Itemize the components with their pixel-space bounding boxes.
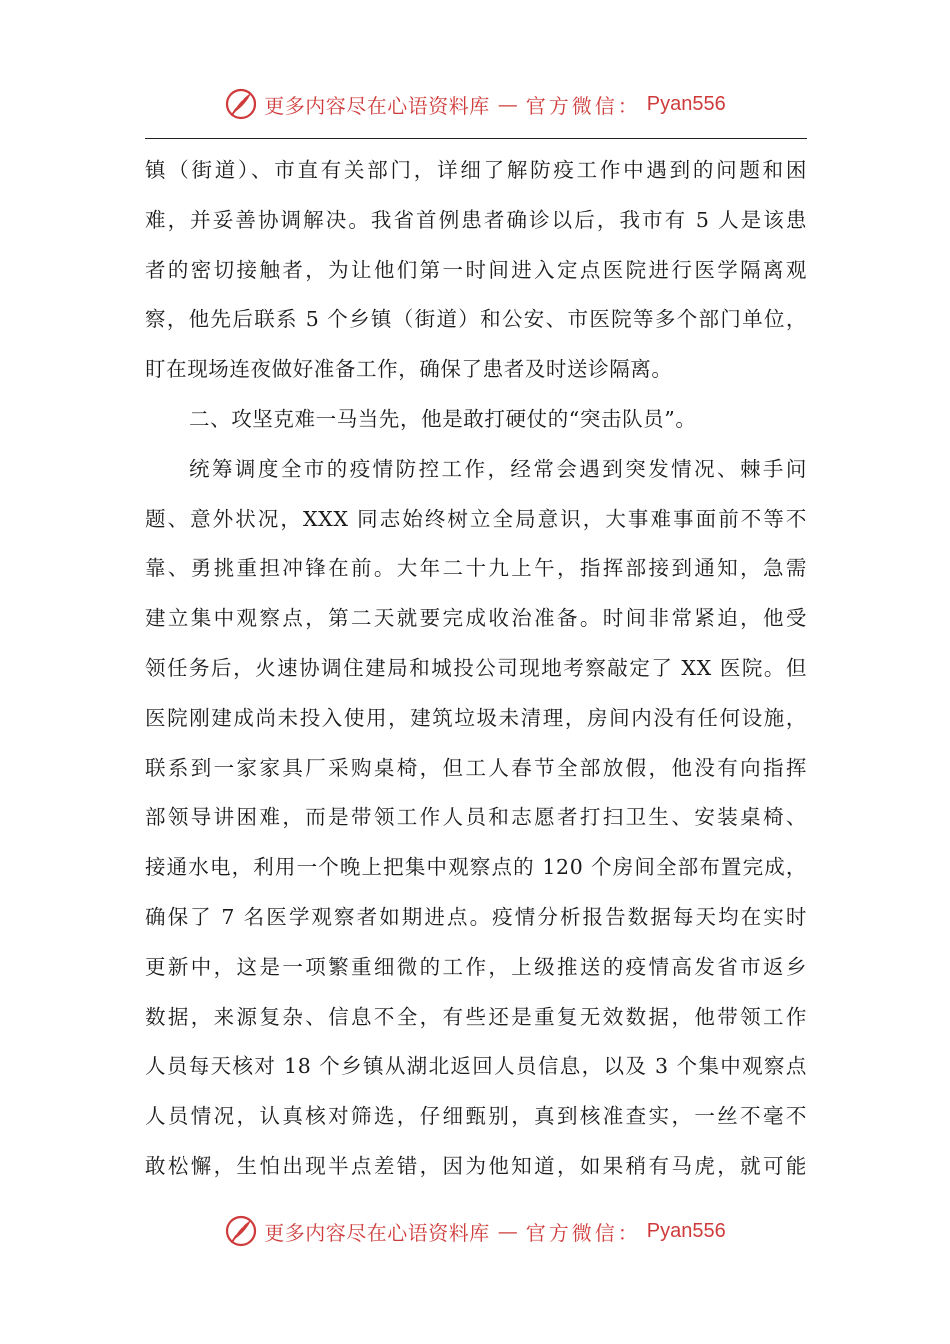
body-line: 敢松懈，生怕出现半点差错，因为他知道，如果稍有马虎，就可能 [145,1153,807,1178]
document-body [145,146,807,1192]
section-heading: 二、攻坚克难一马当先，他是敢打硬仗的“突击队员”。 [189,406,697,431]
body-line: 靠、勇挑重担冲锋在前。大年二十九上午，指挥部接到通知，急需 [145,556,807,581]
body-line: 镇（街道）、市直有关部门，详细了解防疫工作中遇到的问题和困 [145,158,807,182]
footer-banner [0,1211,950,1251]
quill-pen-logo-icon [224,87,258,121]
body-line: 盯在现场连夜做好准备工作，确保了患者及时送诊隔离。 [145,357,673,382]
header-banner-text: 更多内容尽在心语资料库 [264,93,490,118]
body-line: 者的密切接触者，为让他们第一时间进入定点医院进行医学隔离观 [145,257,807,282]
header-banner [0,84,950,124]
quill-pen-logo-icon [224,1214,258,1248]
header-banner-dash: — [497,92,518,116]
body-line: 建立集中观察点，第二天就要完成收治准备。时间非常紧迫，他受 [145,606,807,631]
footer-wechat-id: Pyan556 [646,1219,726,1242]
body-line: 领任务后，火速协调住建局和城投公司现地考察敲定了 XX 医院。但 [145,655,807,680]
body-line: 人员情况，认真核对筛选，仔细甄别，真到核准查实，一丝不毫不 [145,1104,807,1129]
body-line: 察，他先后联系 5 个乡镇（街道）和公安、市医院等多个部门单位， [145,307,807,332]
footer-wechat-label: 官方微信： [525,1220,641,1245]
body-line: 数据，来源复杂、信息不全，有些还是重复无效数据，他带领工作 [145,1004,807,1029]
body-line: 难，并妥善协调解决。我省首例患者确诊以后，我市有 5 人是该患 [145,207,807,232]
body-line: 接通水电，利用一个晚上把集中观察点的 120 个房间全部布置完成， [145,855,807,880]
body-line: 部领导讲困难，而是带领工作人员和志愿者打扫卫生、安装桌椅、 [145,805,807,830]
header-divider [145,138,807,139]
body-line: 题、意外状况，XXX 同志始终树立全局意识，大事难事面前不等不 [145,506,807,531]
body-line: 医院刚建成尚未投入使用，建筑垃圾未清理，房间内没有任何设施， [145,705,807,730]
header-wechat-label: 官方微信： [525,93,641,118]
body-line: 统筹调度全市的疫情防控工作，经常会遇到突发情况、棘手问 [189,456,807,481]
body-line: 联系到一家家具厂采购桌椅，但工人春节全部放假，他没有向指挥 [145,755,807,780]
body-line: 更新中，这是一项繁重细微的工作，上级推送的疫情高发省市返乡 [145,954,807,979]
footer-banner-dash: — [497,1219,518,1243]
header-wechat-id: Pyan556 [646,92,726,115]
body-line: 人员每天核对 18 个乡镇从湖北返回人员信息，以及 3 个集中观察点 [145,1054,807,1079]
footer-banner-text: 更多内容尽在心语资料库 [264,1220,490,1245]
body-line: 确保了 7 名医学观察者如期进点。疫情分析报告数据每天均在实时 [145,904,807,929]
